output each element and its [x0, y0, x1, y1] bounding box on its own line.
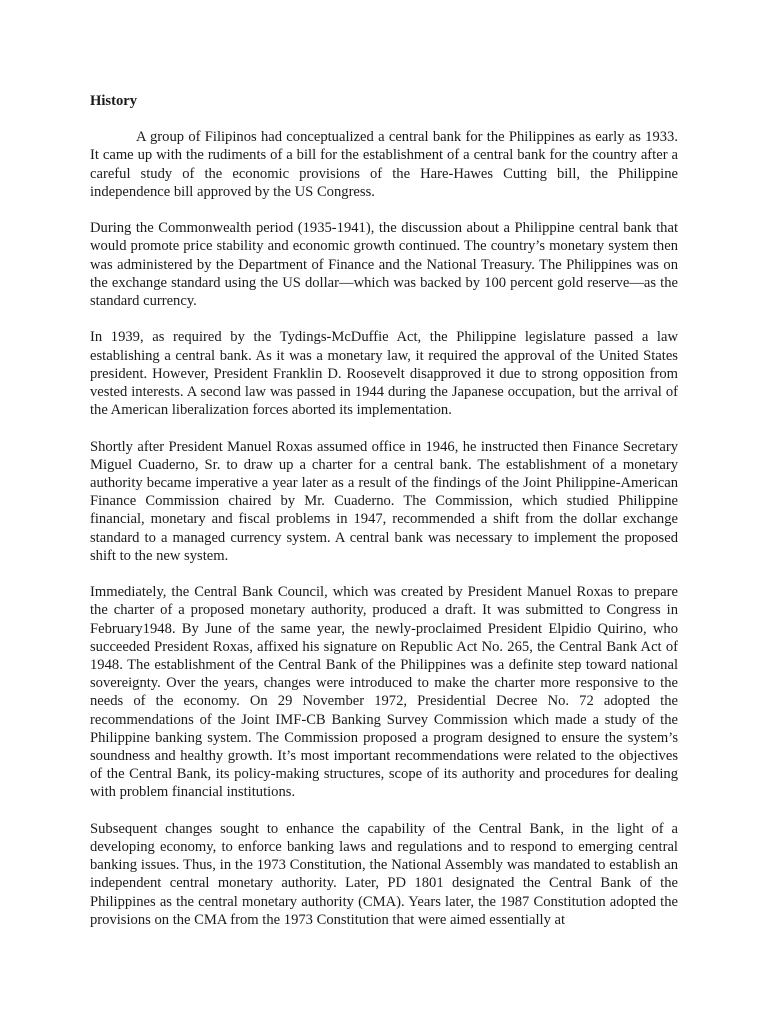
paragraph-2: During the Commonwealth period (1935-1941), the discussion about a Philippine central bank that would promote price stability and economic growth continued. The country’s monetary system then was administered by the Department of Finance and the National Treasury. The Philippines was on the exchange standard using the US dollar—which was backed by 100 percent gold reserve—as the standard currency.	[90, 220, 678, 310]
paragraph-6: Subsequent changes sought to enhance the capability of the Central Bank, in the light of a developing economy, to enforce banking laws and regulations and to respond to emerging central banking issues. Thus, in the 1973 Constitution, the National Assembly was mandated to establish an independent central monetary authority. Later, PD 1801 designated the Central Bank of the Philippines as the central monetary authority (CMA). Years later, the 1987 Constitution adopted the provisions on the CMA from the 1973 Constitution that were aimed essentially at	[90, 820, 678, 928]
section-heading: History	[90, 93, 138, 109]
paragraph-1: A group of Filipinos had conceptualized a central bank for the Philippines as early as 1933. It came up with the rudiments of a bill for the establishment of a central bank for the country after a careful study of the economic provisions of the Hare-Hawes Cutting bill, the Philippine independence bill approved by the US Congress.	[90, 129, 678, 200]
document-page	[90, 92, 678, 947]
paragraph-4: Shortly after President Manuel Roxas assumed office in 1946, he instructed then Finance Secretary Miguel Cuaderno, Sr. to draw up a charter for a central bank. The establishment of a monetary authority became imperative a year later as a result of the findings of the Joint Philippine-American Finance Commission chaired by Mr. Cuaderno. The Commission, which studied Philippine financial, monetary and fiscal problems in 1947, recommended a shift from the dollar exchange standard to a managed currency system. A central bank was necessary to implement the proposed shift to the new system.	[90, 438, 678, 564]
paragraph-3: In 1939, as required by the Tydings-McDuffie Act, the Philippine legislature passed a law establishing a central bank. As it was a monetary law, it required the approval of the United States president. However, President Franklin D. Roosevelt disapproved it due to strong opposition from vested interests. A second law was passed in 1944 during the Japanese occupation, but the arrival of the American liberalization forces aborted its implementation.	[90, 329, 678, 419]
paragraph-5: Immediately, the Central Bank Council, which was created by President Manuel Roxas to prepare the charter of a proposed monetary authority, produced a draft. It was submitted to Congress in February1948. By June of the same year, the newly-proclaimed President Elpidio Quirino, who succeeded President Roxas, affixed his signature on Republic Act No. 265, the Central Bank Act of 1948. The establishment of the Central Bank of the Philippines was a definite step toward national sovereignty. Over the years, changes were introduced to make the charter more responsive to the needs of the economy. On 29 November 1972, Presidential Decree No. 72 adopted the recommendations of the Joint IMF-CB Banking Survey Commission which made a study of the Philippine banking system. The Commission proposed a program designed to ensure the system’s soundness and healthy growth. It’s most important recommendations were related to the objectives of the Central Bank, its policy-making structures, scope of its authority and procedures for dealing with problem financial institutions.	[90, 584, 678, 801]
